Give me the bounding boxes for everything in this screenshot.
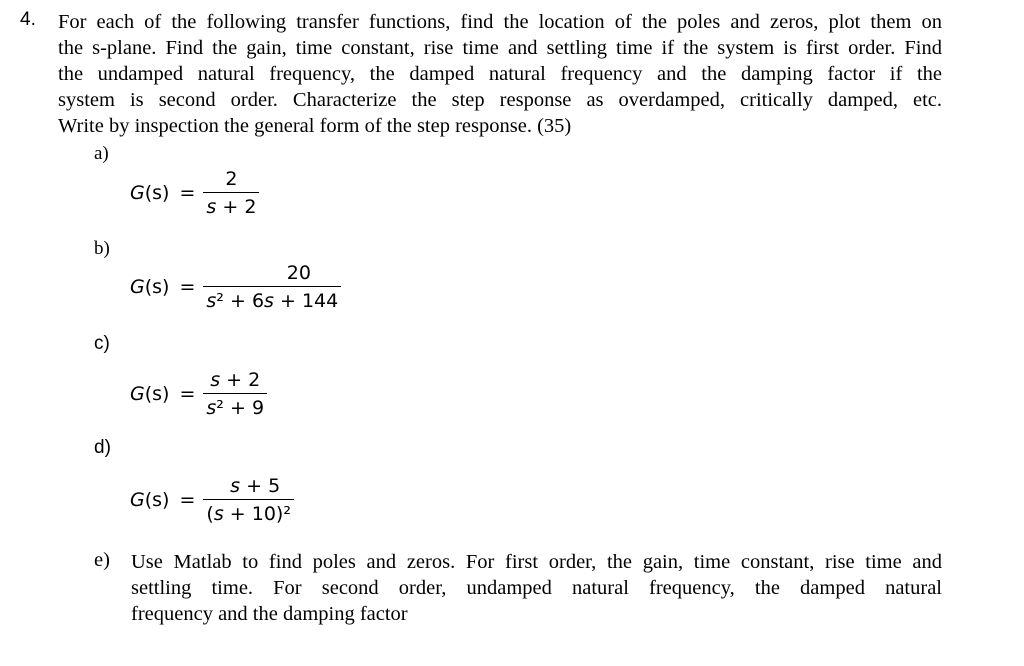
equals-sign: = [179,182,196,204]
equals-sign: = [179,489,196,511]
lhs [130,276,169,298]
numerator: s + 5 [230,475,281,497]
function-name: G [130,276,145,298]
part-e-line: frequency and the damping factor [131,603,408,625]
part-c-label: c) [94,333,110,354]
part-a-label: a) [94,143,109,164]
function-argument: (s) [144,276,170,298]
statement-line: the s-plane. Find the gain, time constant, rise time and settling time if the system is first order. Find [58,37,942,59]
statement-line: For each of the following transfer functions, find the location of the poles and zeros, plot them on [58,11,942,33]
statement-line: system is second order. Characterize the step response as overdamped, critically damped, etc. [58,89,942,111]
fraction [203,168,259,218]
equals-sign: = [179,276,196,298]
part-d-label: d) [94,437,111,458]
denominator: s + 2 [206,196,257,218]
part-e-text [131,549,942,627]
numerator: 2 [225,168,238,190]
part-b-label: b) [94,238,110,259]
numerator: 20 [286,262,311,284]
part-c-equation [130,369,267,419]
numerator: s + 2 [210,369,261,391]
statement-line: Write by inspection the general form of the step response. (35) [58,115,572,137]
fraction [203,369,267,419]
function-name: G [130,489,145,511]
denominator: s² + 6s + 144 [206,290,339,312]
lhs [130,182,169,204]
part-e-line: settling time. For second order, undamped natural frequency, the damped natural [131,577,942,599]
part-a-equation [130,168,259,218]
part-d-equation [130,475,294,525]
problem-statement [58,9,942,139]
denominator: (s + 10)² [206,503,291,525]
statement-line: the undamped natural frequency, the damped natural frequency and the damping factor if the [58,63,942,85]
fraction [203,475,294,525]
function-argument: (s) [144,489,170,511]
lhs [130,489,169,511]
function-name: G [130,383,145,405]
fraction [203,262,341,312]
problem-number: 4. [20,9,36,30]
equals-sign: = [179,383,196,405]
function-argument: (s) [144,383,170,405]
function-argument: (s) [144,182,170,204]
part-e-label: e) [94,549,110,571]
part-e-line: Use Matlab to find poles and zeros. For first order, the gain, time constant, rise time and [131,551,942,573]
function-name: G [130,182,145,204]
lhs [130,383,169,405]
part-b-equation [130,262,341,312]
denominator: s² + 9 [206,397,265,419]
